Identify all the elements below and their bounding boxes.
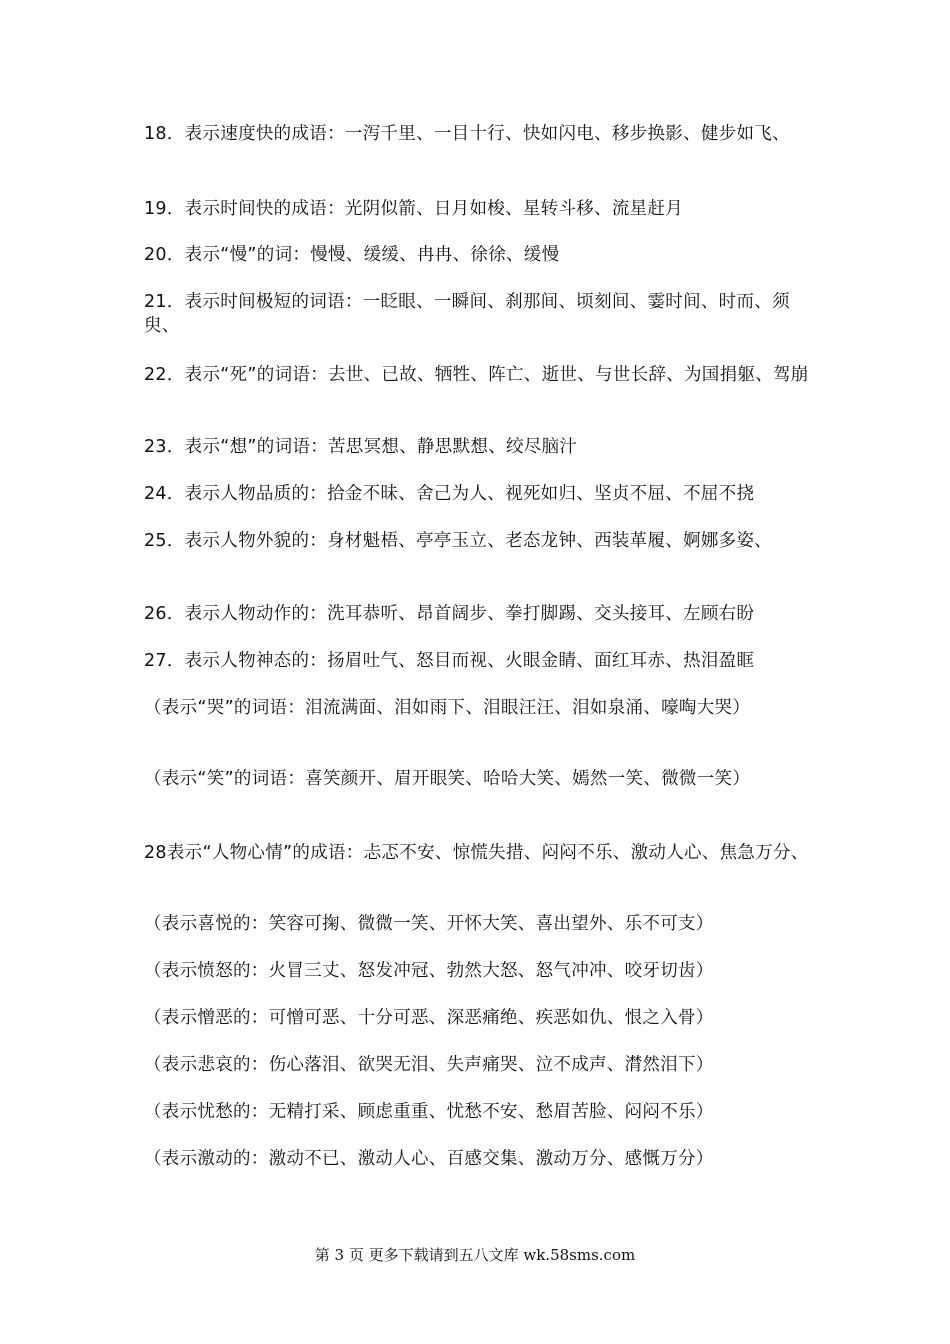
paragraph-21: 21．表示时间极短的词语：一眨眼、一瞬间、刹那间、顷刻间、霎时间、时而、须臾、 xyxy=(144,292,790,336)
paragraph-sorrow: （表示悲哀的：伤心落泪、欲哭无泪、失声痛哭、泣不成声、潸然泪下） xyxy=(144,1055,714,1075)
paragraph-27: 27．表示人物神态的：扬眉吐气、怒目而视、火眼金睛、面红耳赤、热泪盈眶 xyxy=(144,651,755,671)
paragraph-24: 24．表示人物品质的：拾金不昧、舍己为人、视死如归、坚贞不屈、不屈不挠 xyxy=(144,484,755,504)
paragraph-cry: （表示“哭”的词语：泪流满面、泪如雨下、泪眼汪汪、泪如泉涌、嚎啕大哭） xyxy=(144,698,751,718)
paragraph-19: 19．表示时间快的成语：光阴似箭、日月如梭、星转斗移、流星赶月 xyxy=(144,199,684,219)
paragraph-hate: （表示憎恶的：可憎可恶、十分可恶、深恶痛绝、疾恶如仇、恨之入骨） xyxy=(144,1008,714,1028)
paragraph-22: 22．表示“死”的词语：去世、已故、牺牲、阵亡、逝世、与世长辞、为国捐躯、驾崩 xyxy=(144,365,809,385)
paragraph-excited: （表示激动的：激动不已、激动人心、百感交集、激动万分、感慨万分） xyxy=(144,1149,714,1169)
paragraph-worry: （表示忧愁的：无精打采、顾虑重重、忧愁不安、愁眉苦脸、闷闷不乐） xyxy=(144,1102,714,1122)
paragraph-joy: （表示喜悦的：笑容可掬、微微一笑、开怀大笑、喜出望外、乐不可支） xyxy=(144,914,714,934)
paragraph-25: 25．表示人物外貌的：身材魁梧、亭亭玉立、老态龙钟、西装革履、婀娜多姿、 xyxy=(144,531,773,551)
paragraph-26: 26．表示人物动作的：洗耳恭听、昂首阔步、拳打脚踢、交头接耳、左顾右盼 xyxy=(144,604,755,624)
paragraph-18: 18．表示速度快的成语：一泻千里、一目十行、快如闪电、移步换影、健步如飞、 xyxy=(144,124,790,144)
paragraph-anger: （表示愤怒的：火冒三丈、怒发冲冠、勃然大怒、怒气冲冲、咬牙切齿） xyxy=(144,961,714,981)
paragraph-23: 23．表示“想”的词语：苦思冥想、静思默想、绞尽脑汁 xyxy=(144,437,578,457)
page-footer: 第 3 页 更多下载请到五八文库 wk.58sms.com xyxy=(314,1246,636,1264)
paragraph-laugh: （表示“笑”的词语：喜笑颜开、眉开眼笑、哈哈大笑、嫣然一笑、微微一笑） xyxy=(144,769,751,789)
paragraph-20: 20．表示“慢”的词：慢慢、缓缓、冉冉、徐徐、缓慢 xyxy=(144,245,560,265)
paragraph-28: 28表示“人物心情”的成语：忐忑不安、惊慌失措、闷闷不乐、激动人心、焦急万分、 xyxy=(144,843,809,863)
